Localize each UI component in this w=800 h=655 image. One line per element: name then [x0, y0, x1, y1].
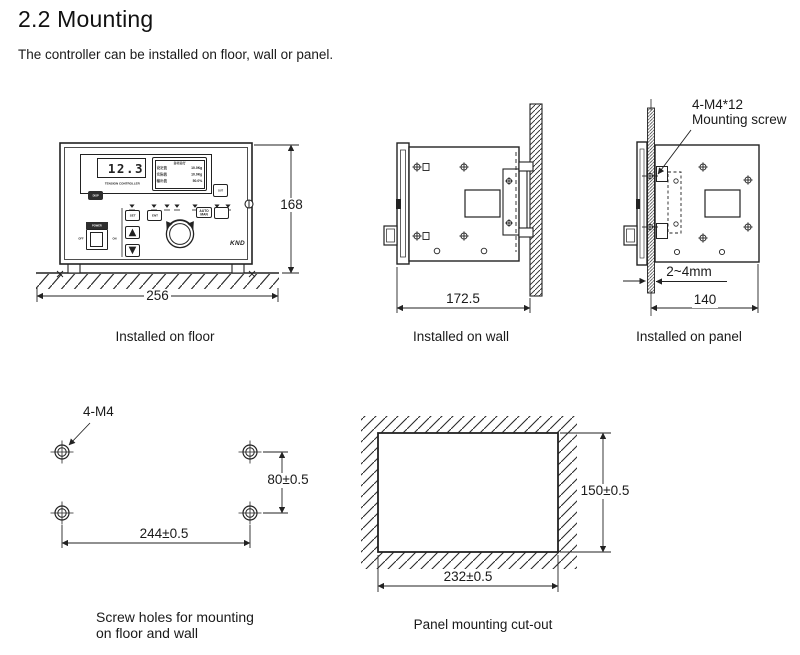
- lcd-title: 自动运行: [173, 160, 186, 165]
- page-title: 2.2 Mounting: [18, 6, 154, 32]
- caption-screw-holes-line2: on floor and wall: [96, 625, 198, 641]
- cutout-drawing: [361, 416, 611, 592]
- wall-view-drawing: [384, 104, 542, 313]
- down-button: ▼: [125, 244, 140, 257]
- dim-horizontal-232: 232±0.5: [443, 569, 493, 585]
- tension-controller-label: TENSION CONTROLLER: [105, 181, 141, 185]
- function-button: [214, 207, 229, 219]
- caption-installed-on-wall: Installed on wall: [412, 329, 510, 345]
- bracket-hook-top: [519, 162, 533, 171]
- cutout-hatch: [361, 416, 577, 569]
- dim-depth-140: 140: [693, 292, 717, 308]
- screw-note-line2: Mounting screw: [692, 112, 787, 127]
- cutout-rect: [378, 433, 558, 552]
- lcd-content: [156, 161, 203, 188]
- power-label: POWER: [86, 222, 108, 229]
- dim-width-256: 256: [146, 287, 169, 303]
- up-button: ▲: [125, 226, 140, 239]
- caption-screw-holes-line1: Screw holes for mounting: [96, 609, 254, 625]
- dim-vertical-150: 150±0.5: [580, 483, 630, 499]
- caption-panel-cutout: Panel mounting cut-out: [413, 616, 553, 632]
- dim-vertical-80: 80±0.5: [267, 472, 309, 488]
- wall-hatch: [530, 104, 542, 296]
- lcd-row: 实际值 10.0Kg: [156, 172, 203, 177]
- dim-height-168: 168: [280, 196, 303, 212]
- dim-depth-172-5: 172.5: [446, 291, 480, 307]
- foot-right: [232, 264, 244, 274]
- hole-note-4-m4: 4-M4: [83, 404, 114, 419]
- caption-installed-on-panel: Installed on panel: [636, 329, 742, 345]
- seven-segment-value: 12.3: [107, 161, 144, 176]
- panel-view-drawing: [623, 99, 759, 316]
- screw-note-line1: 4-M4*12: [692, 97, 744, 112]
- caption-installed-on-floor: Installed on floor: [115, 329, 215, 345]
- power-off-label: OFF: [77, 237, 84, 241]
- power-switch-rocker: [90, 232, 103, 247]
- foot-left: [68, 264, 80, 274]
- dim-thickness-2-4mm: 2~4mm: [666, 263, 712, 279]
- knob: [166, 220, 193, 247]
- lcd-row: 设定值 10.0Kg: [156, 165, 203, 170]
- power-on-label: ON: [112, 237, 117, 241]
- panel-hatch: [648, 108, 655, 293]
- ent-button: ENT: [147, 210, 162, 221]
- body-side: [655, 145, 759, 262]
- display-select-button: DISP: [88, 191, 103, 200]
- auto-man-button: AUTO MAN: [196, 207, 212, 218]
- hole-note-leader: [69, 423, 90, 445]
- output-button: OUT: [213, 184, 228, 197]
- intro-text: The controller can be installed on floor, wall or panel.: [18, 47, 334, 62]
- dim-horizontal-244: 244±0.5: [139, 526, 189, 542]
- lcd-row: 输出值 50.0%: [156, 178, 203, 183]
- set-button: SET: [125, 210, 140, 221]
- brand-logo: KND: [230, 240, 245, 247]
- ground-hatch: [36, 274, 279, 289]
- bracket-hook-bottom: [519, 228, 533, 237]
